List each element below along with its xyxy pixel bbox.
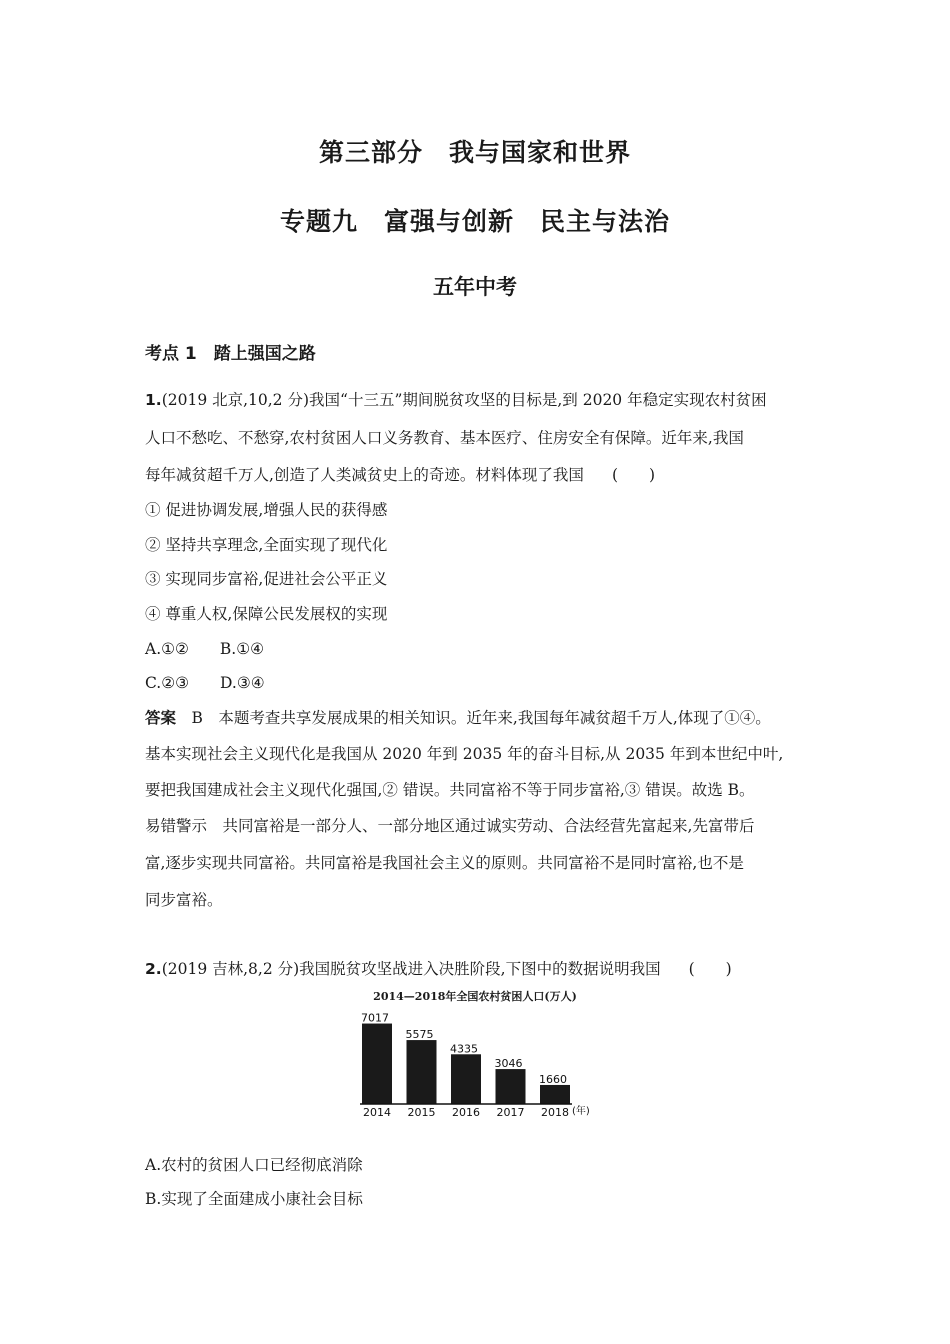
bar-chart [350,1004,610,1124]
q1-statement-3: ③ 实现同步富裕,促进社会公平正义 [145,570,388,588]
data-label-2017: 3046 [494,1057,523,1071]
q1-options-row-1: A.①② B.①④ [145,640,265,658]
answer-label: 答案 [145,709,177,727]
q1-line-2: 人口不愁吃、不愁穿,农村贫困人口义务教育、基本医疗、住房安全有保障。近年来,我国 [145,429,744,447]
q1-answer-line-2: 基本实现社会主义现代化是我国从 2020 年到 2035 年的奋斗目标,从 2035 年到本世纪中叶, [145,745,784,763]
answer-text-1: B 本题考查共享发展成果的相关知识。近年来,我国每年减贫超千万人,体现了①④。 [176,709,771,727]
data-label-2015: 5575 [405,1028,434,1042]
bar-2018 [540,1085,570,1104]
q1-tip-line-1 [145,814,754,836]
tick-label-2014: 2014 [363,1106,391,1119]
data-label-2018: 1660 [539,1072,567,1086]
tick-label-2017: 2017 [496,1106,525,1119]
q1-answer-line-3: 要把我国建成社会主义现代化强国,② 错误。共同富裕不等于同步富裕,③ 错误。故选 B。 [145,781,755,799]
q1-line-1 [145,388,767,410]
subtitle: 五年中考 [433,275,517,299]
q1-tip-line-2: 富,逐步实现共同富裕。共同富裕是我国社会主义的原则。共同富裕不是同时富裕,也不是 [145,854,744,872]
q1-text-1: (2019 北京,10,2 分)我国“十三五”期间脱贫攻坚的目标是,到 2020 年稳定实现农村贫困 [161,391,767,409]
tick-label-2015: 2015 [407,1106,436,1119]
q1-statement-1: ① 促进协调发展,增强人民的获得感 [145,501,388,519]
q1-number: 1. [145,391,162,409]
chart-title: 2014—2018年全国农村贫困人口(万人) [373,990,577,1003]
data-label-2016: 4335 [450,1042,478,1056]
tip-text-1: 共同富裕是一部分人、一部分地区通过诚实劳动、合法经营先富起来,先富带后 [207,817,755,835]
x-unit-label: (年) [572,1106,590,1117]
topic-title: 专题九 富强与创新 民主与法治 [279,207,670,236]
q2-option-a: A.农村的贫困人口已经彻底消除 [145,1156,363,1174]
q2-option-b: B.实现了全面建成小康社会目标 [145,1190,363,1208]
tip-label: 易错警示 [145,817,208,835]
q2-answer-paren: ( ) [688,960,732,978]
tick-label-2016: 2016 [452,1106,480,1119]
q1-answer-line-1 [145,706,771,728]
q1-statement-2: ② 坚持共享理念,全面实现了现代化 [145,536,388,554]
q1-tip-line-3: 同步富裕。 [145,891,223,909]
q1-options-row-2: C.②③ D.③④ [145,674,265,692]
section-title: 考点 1 踏上强国之路 [145,344,316,364]
q2-number: 2. [145,960,162,978]
q1-line-3 [145,463,655,485]
part-title: 第三部分 我与国家和世界 [318,138,631,167]
q1-statement-4: ④ 尊重人权,保障公民发展权的实现 [145,605,388,623]
q2-text: (2019 吉林,8,2 分)我国脱贫攻坚战进入决胜阶段,下图中的数据说明我国 [161,960,661,978]
data-label-2014: 7017 [361,1011,389,1025]
q2-line-1 [145,957,732,979]
tick-label-2018: 2018 [541,1106,569,1119]
bar-2015 [407,1040,437,1104]
bar-2014 [362,1024,392,1104]
bar-2017 [496,1069,526,1104]
q1-text-3: 每年减贫超千万人,创造了人类减贫史上的奇迹。材料体现了我国 [145,466,584,484]
bar-2016 [451,1054,481,1104]
q1-answer-paren: ( ) [611,466,656,484]
